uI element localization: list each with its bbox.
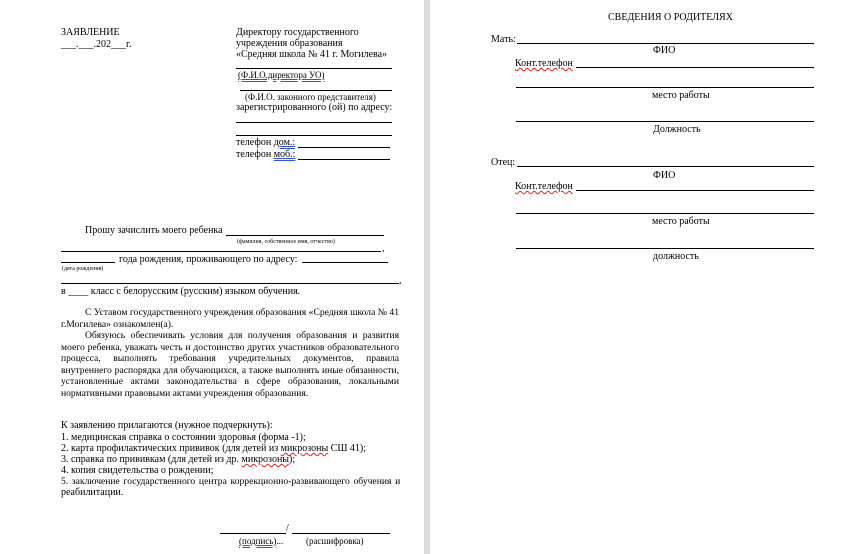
director-name-line[interactable] <box>236 68 392 69</box>
attachment-item-2-microzone: микрозоны <box>280 443 329 454</box>
director-caption: (Ф.И.О.директора УО) <box>238 70 325 80</box>
application-date: ___.___.202___г. <box>61 39 132 50</box>
signature-line[interactable] <box>220 533 286 534</box>
decode-caption: (расшифровка) <box>306 536 364 546</box>
attachment-item-3-microzone: микрозоны <box>241 454 290 465</box>
signature-caption-text: (подпись) <box>239 536 277 546</box>
father-name-line[interactable] <box>517 166 814 167</box>
phone-mob-label <box>236 150 295 160</box>
attachment-item-3 <box>61 455 295 465</box>
attachment-item-5-line2: реабилитации. <box>61 487 124 498</box>
father-label: Отец: <box>491 157 516 168</box>
child-name-line[interactable] <box>226 235 384 236</box>
birth-date-caption: (дата рождения) <box>62 266 104 272</box>
registered-address-label: зарегистрированного (ой) по адресу: <box>236 102 393 113</box>
parents-title: СВЕДЕНИЯ О РОДИТЕЛЯХ <box>608 12 733 23</box>
attachments-intro: К заявлению прилагаются (нужное подчеркнуть): <box>61 420 273 431</box>
phone-home-label <box>236 138 295 148</box>
mother-work-caption: место работы <box>652 90 710 101</box>
decode-line[interactable] <box>292 533 390 534</box>
child-name-line-2[interactable] <box>61 251 381 252</box>
birth-address-label: года рождения, проживающего по адресу: <box>119 254 298 265</box>
application-title: ЗАЯВЛЕНИЕ <box>61 27 120 38</box>
mother-position-line[interactable] <box>516 121 814 122</box>
phone-home-word: дом.: <box>273 137 296 148</box>
mother-phone-label: Конт.телефон <box>515 58 573 69</box>
charter-paragraph: С Уставом государственного учреждения образования «Средняя школа № 41 г.Могилева» ознакомлен(а). <box>61 307 399 330</box>
application-page <box>0 0 424 554</box>
residence-line-2[interactable] <box>61 283 399 284</box>
class-language-line: в ____ класс с белорусским (русским) языком обучения. <box>61 286 301 297</box>
signature-dots: ... <box>276 536 284 546</box>
guardian-name-line[interactable] <box>240 90 392 91</box>
signature-slash: / <box>286 523 289 534</box>
signature-caption <box>239 537 283 546</box>
attachment-item-2-text: 2. карта профилактических прививок (для детей из <box>61 443 281 454</box>
attachment-item-1: 1. медицинская справка о состоянии здоровья (форма -1); <box>61 432 306 443</box>
attachment-item-3-end: ); <box>289 454 296 465</box>
attachment-item-2 <box>61 444 366 454</box>
father-work-line[interactable] <box>516 213 814 214</box>
mother-name-line[interactable] <box>517 43 814 44</box>
addressee-line1: Директору государственного <box>236 27 359 38</box>
mother-phone-line[interactable] <box>576 67 814 68</box>
attachment-item-3-text: 3. справка по прививкам (для детей из др. <box>61 454 242 465</box>
addressee-line3: «Средняя школа № 41 г. Могилева» <box>236 49 388 60</box>
father-phone-label: Конт.телефон <box>515 181 573 192</box>
mother-work-line[interactable] <box>516 87 814 88</box>
phone-home-prefix: телефон <box>236 137 274 148</box>
birth-date-line[interactable] <box>61 262 115 263</box>
mother-position-caption: Должность <box>653 124 701 135</box>
child-name-caption: (фамилия, собственное имя, отчество) <box>237 239 335 245</box>
father-position-caption: должность <box>653 251 699 262</box>
attachment-item-4: 4. копия свидетельства о рождении; <box>61 465 214 476</box>
phone-home-line[interactable] <box>298 147 390 148</box>
comma-2: , <box>399 275 402 286</box>
attachment-item-5-line1: 5. заключение государственного центра коррекционно-развивающего обучения и <box>61 476 401 487</box>
phone-mob-prefix: телефон <box>236 149 274 160</box>
mother-label: Мать: <box>491 34 516 45</box>
father-phone-line[interactable] <box>576 190 814 191</box>
attachment-item-2-end: СШ 41); <box>328 443 367 454</box>
parents-info-page <box>430 0 850 554</box>
father-fio-caption: ФИО <box>653 170 676 181</box>
residence-line[interactable] <box>302 262 388 263</box>
address-line-1[interactable] <box>236 122 392 123</box>
obligation-paragraph: Обязуюсь обеспечивать условия для получения образования и развития моего ребенка, уважать честь и достоинство других участников образовательного процесса, выполнять требования учредительных документов, правила внутреннего распорядка для обучающихся, а также выполнять иные обязанности, установленные актами законодательства в сфере образования, локальными нормативными правовыми актами учреждения образования. <box>61 330 399 399</box>
request-label: Прошу зачислить моего ребенка <box>85 225 223 236</box>
phone-mob-line[interactable] <box>298 159 390 160</box>
addressee-line2: учреждения образования <box>236 38 343 49</box>
guardian-caption: (Ф.И.О. законного представителя) <box>245 92 376 102</box>
father-work-caption: место работы <box>652 216 710 227</box>
address-line-2[interactable] <box>236 135 392 136</box>
comma-1: , <box>382 243 385 254</box>
phone-mob-word: моб.: <box>273 149 296 160</box>
mother-fio-caption: ФИО <box>653 45 676 56</box>
father-position-line[interactable] <box>516 248 814 249</box>
